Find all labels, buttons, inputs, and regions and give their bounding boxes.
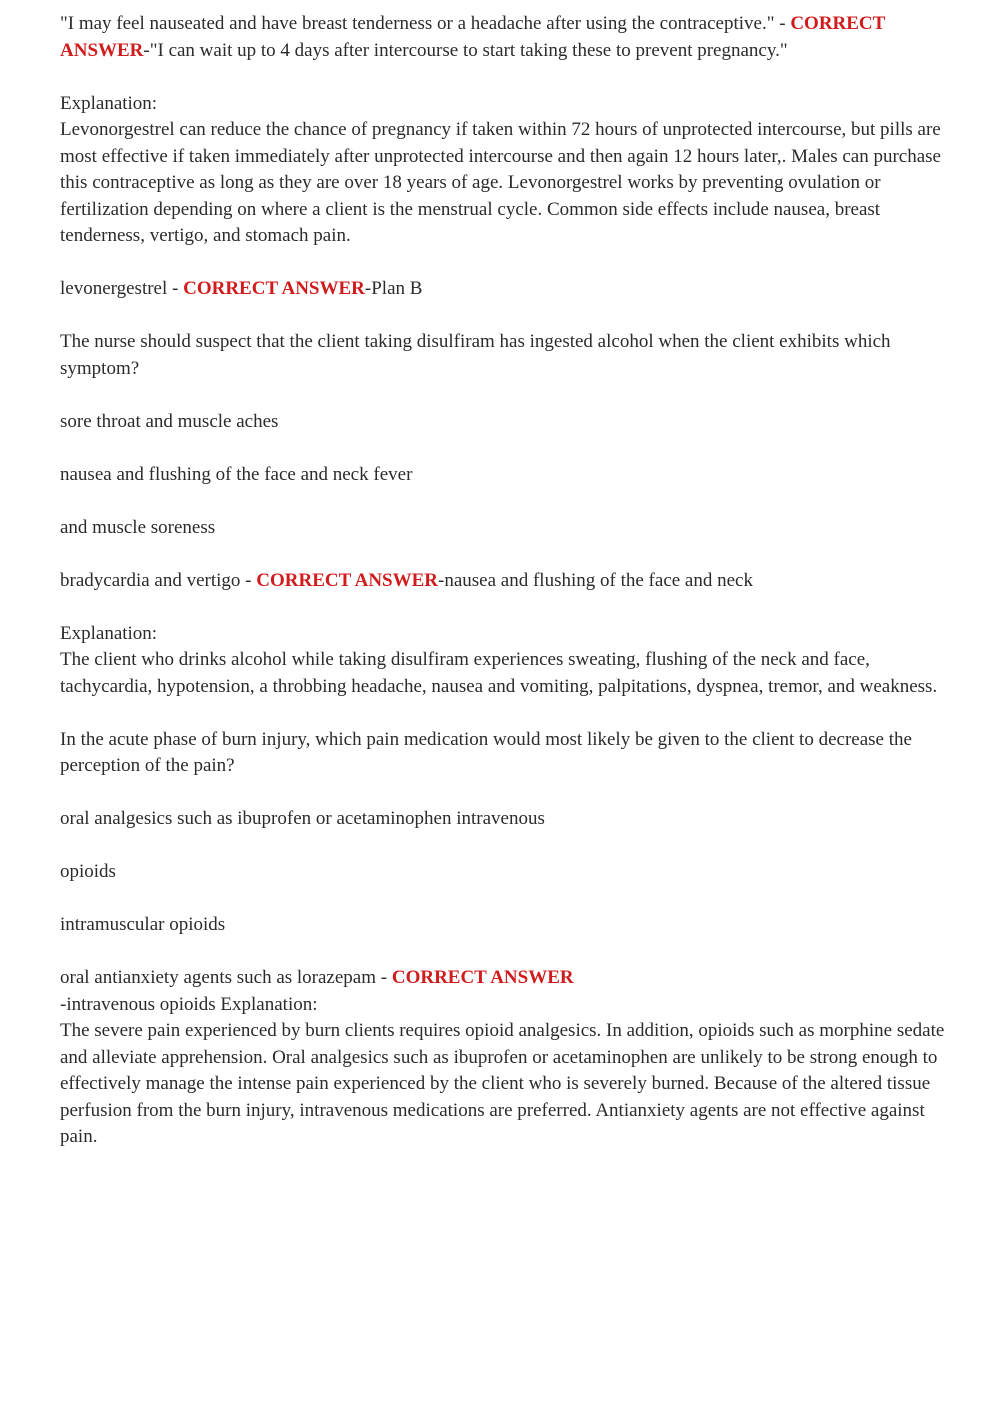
explanation-block-levonorgestrel bbox=[60, 91, 960, 250]
explanation-heading: Explanation: bbox=[60, 92, 158, 114]
option-text: bradycardia and vertigo - bbox=[60, 569, 257, 591]
option-text: nausea and flushing of the face and neck fever bbox=[60, 463, 413, 485]
explanation-text: The severe pain experienced by burn clients requires opioid analgesics. In addition, opioids such as morphine sedate and alleviate apprehension. Oral analgesics such as ibuprofen or acetaminophen are unlikely to be strong enough to effectively manage the intense pain experienced by the client who is severely burned. Because of the altered tissue perfusion from the burn injury, intravenous medications are preferred. Antianxiety agents are not effective against pain. bbox=[60, 1020, 945, 1147]
option-text: sore throat and muscle aches bbox=[60, 410, 279, 432]
option-text: intramuscular opioids bbox=[60, 914, 226, 935]
option-item bbox=[60, 409, 960, 436]
question-text: The nurse should suspect that the client taking disulfiram has ingested alcohol when the client exhibits which symptom? bbox=[60, 331, 891, 379]
correct-answer-label: CORRECT ANSWER bbox=[183, 278, 365, 299]
answer-line-plan-b bbox=[60, 276, 960, 303]
correct-answer-text: -intravenous opioids Explanation: bbox=[60, 993, 318, 1015]
term-text: levonergestrel - bbox=[60, 278, 184, 299]
option-item bbox=[60, 859, 960, 886]
option-item bbox=[60, 806, 960, 833]
answer-line-contraceptive bbox=[60, 11, 960, 64]
answer-line-disulfiram bbox=[60, 568, 960, 595]
explanation-text: The client who drinks alcohol while taking disulfiram experiences sweating, flushing of the neck and face, tachycardia, hypotension, a throbbing headache, nausea and vomiting, palpitations, dyspnea, tremor, and weakness. bbox=[60, 649, 938, 697]
question-text: In the acute phase of burn injury, which pain medication would most likely be given to the client to decrease the perception of the pain? bbox=[60, 728, 912, 776]
correct-answer-text: -nausea and flushing of the face and neck bbox=[438, 569, 753, 591]
option-text: opioids bbox=[60, 861, 116, 882]
question-burn-pain bbox=[60, 727, 960, 780]
document-page bbox=[60, 11, 960, 1177]
option-text: oral analgesics such as ibuprofen or acetaminophen intravenous bbox=[60, 808, 545, 829]
explanation-block-disulfiram bbox=[60, 621, 960, 701]
answer-line-burn-pain bbox=[60, 965, 960, 1151]
correct-answer-text: -Plan B bbox=[364, 278, 423, 299]
distractor-text: "I may feel nauseated and have breast tenderness or a headache after using the contraceptive." - bbox=[60, 13, 791, 34]
correct-answer-label: CORRECT ANSWER bbox=[256, 569, 439, 591]
option-text: oral antianxiety agents such as lorazepam - bbox=[60, 967, 392, 988]
option-item bbox=[60, 462, 960, 489]
correct-answer-label: CORRECT ANSWER bbox=[60, 13, 885, 61]
correct-answer-text: -"I can wait up to 4 days after intercourse to start taking these to prevent pregnancy." bbox=[143, 39, 788, 61]
option-text: and muscle soreness bbox=[60, 516, 216, 538]
option-item bbox=[60, 912, 960, 939]
explanation-heading: Explanation: bbox=[60, 622, 158, 644]
correct-answer-label: CORRECT ANSWER bbox=[391, 967, 574, 988]
option-item bbox=[60, 515, 960, 542]
question-disulfiram bbox=[60, 329, 960, 382]
explanation-text: Levonorgestrel can reduce the chance of pregnancy if taken within 72 hours of unprotected intercourse, but pills are most effective if taken immediately after unprotected intercourse and then again 12 hours later,. Males can purchase this contraceptive as long as they are over 18 years of age. Levonorgestrel works by preventing ovulation or fertilization depending on where a client is the menstrual cycle. Common side effects include nausea, breast tenderness, vertigo, and stomach pain. bbox=[60, 119, 941, 246]
